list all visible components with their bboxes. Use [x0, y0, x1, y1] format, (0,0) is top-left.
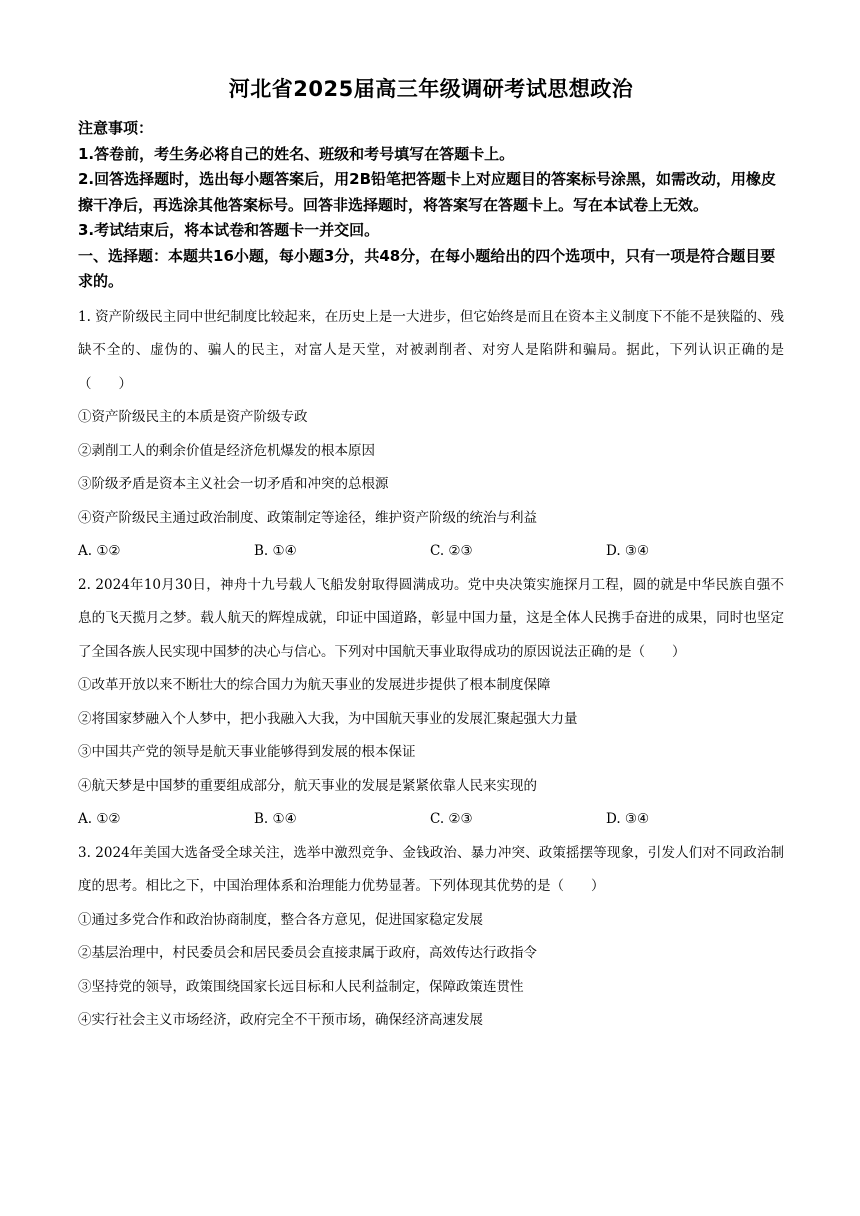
choice-d: D. ③④	[606, 811, 650, 827]
answer-choices	[78, 535, 784, 569]
statement: ③坚持党的领导，政策围绕国家长远目标和人民利益制定，保障政策连贯性	[78, 978, 524, 995]
choice-c: C. ②③	[430, 811, 473, 827]
choice-a: A. ①②	[78, 543, 121, 559]
section-heading: 一、选择题：本题共16小题，每小题3分，共48分，在每小题给出的四个选项中，只有一项是符合题目要求的。	[78, 246, 776, 290]
question-stem: 2. 2024年10月30日，神舟十九号载人飞船发射取得圆满成功。党中央决策实施探月工程，圆的就是中华民族自强不息的飞天揽月之梦。载人航天的辉煌成就，印证中国道路，彰显中国力量，这是全体人民携手奋进的成果，同时也坚定了全国各族人民实现中国梦的决心与信心。下列对中国航天事业取得成功的原因说法正确的是（ ）	[78, 576, 784, 660]
choice-a: A. ①②	[78, 811, 121, 827]
choice-b: B. ①④	[254, 543, 297, 559]
statement: ①资产阶级民主的本质是资产阶级专政	[78, 409, 308, 425]
statement: ④资产阶级民主通过政治制度、政策制定等途径，维护资产阶级的统治与利益	[78, 509, 537, 526]
answer-choices	[78, 803, 784, 837]
statement: ②剥削工人的剩余价值是经济危机爆发的根本原因	[78, 442, 375, 459]
statement: ④实行社会主义市场经济，政府完全不干预市场，确保经济高速发展	[78, 1012, 483, 1028]
statement: ③阶级矛盾是资本主义社会一切矛盾和冲突的总根源	[78, 476, 389, 492]
notice-item: 3.考试结束后，将本试卷和答题卡一并交回。	[78, 221, 380, 239]
exam-title: 河北省2025届高三年级调研考试思想政治	[228, 77, 634, 101]
choice-c: C. ②③	[430, 543, 473, 559]
statement: ①通过多党合作和政治协商制度，整合各方意见，促进国家稳定发展	[78, 911, 483, 928]
question-2	[78, 569, 784, 837]
statement: ②将国家梦融入个人梦中，把小我融入大我，为中国航天事业的发展汇聚起强大力量	[78, 710, 578, 727]
statement: ②基层治理中，村民委员会和居民委员会直接隶属于政府，高效传达行政指令	[78, 945, 537, 961]
exam-page	[78, 74, 784, 1038]
notice-block	[78, 116, 784, 244]
question-1	[78, 301, 784, 569]
question-stem: 1. 资产阶级民主同中世纪制度比较起来，在历史上是一大进步，但它始终是而且在资本主义制度下不能不是狭隘的、残缺不全的、虚伪的、骗人的民主，对富人是天堂，对被剥削者、对穷人是陷阱和骗局。据此，下列认识正确的是（ ）	[78, 308, 784, 392]
question-3	[78, 837, 784, 1038]
statement: ④航天梦是中国梦的重要组成部分，航天事业的发展是紧紧依靠人民来实现的	[78, 777, 537, 794]
notice-item: 2.回答选择题时，选出每小题答案后，用2B铅笔把答题卡上对应题目的答案标号涂黑，如需改动，用橡皮擦干净后，再选涂其他答案标号。回答非选择题时，将答案写在答题卡上。写在本试卷上无效。	[78, 170, 777, 214]
statement: ③中国共产党的领导是航天事业能够得到发展的根本保证	[78, 744, 416, 760]
statement: ①改革开放以来不断壮大的综合国力为航天事业的发展进步提供了根本制度保障	[78, 677, 551, 693]
notice-heading: 注意事项：	[78, 119, 154, 137]
choice-d: D. ③④	[606, 543, 650, 559]
choice-b: B. ①④	[254, 811, 297, 827]
notice-item: 1.答卷前，考生务必将自己的姓名、班级和考号填写在答题卡上。	[78, 144, 515, 163]
question-stem: 3. 2024年美国大选备受全球关注，选举中激烈竞争、金钱政治、暴力冲突、政策摇摆等现象，引发人们对不同政治制度的思考。相比之下，中国治理体系和治理能力优势显著。下列体现其优势的是（ ）	[78, 844, 784, 894]
